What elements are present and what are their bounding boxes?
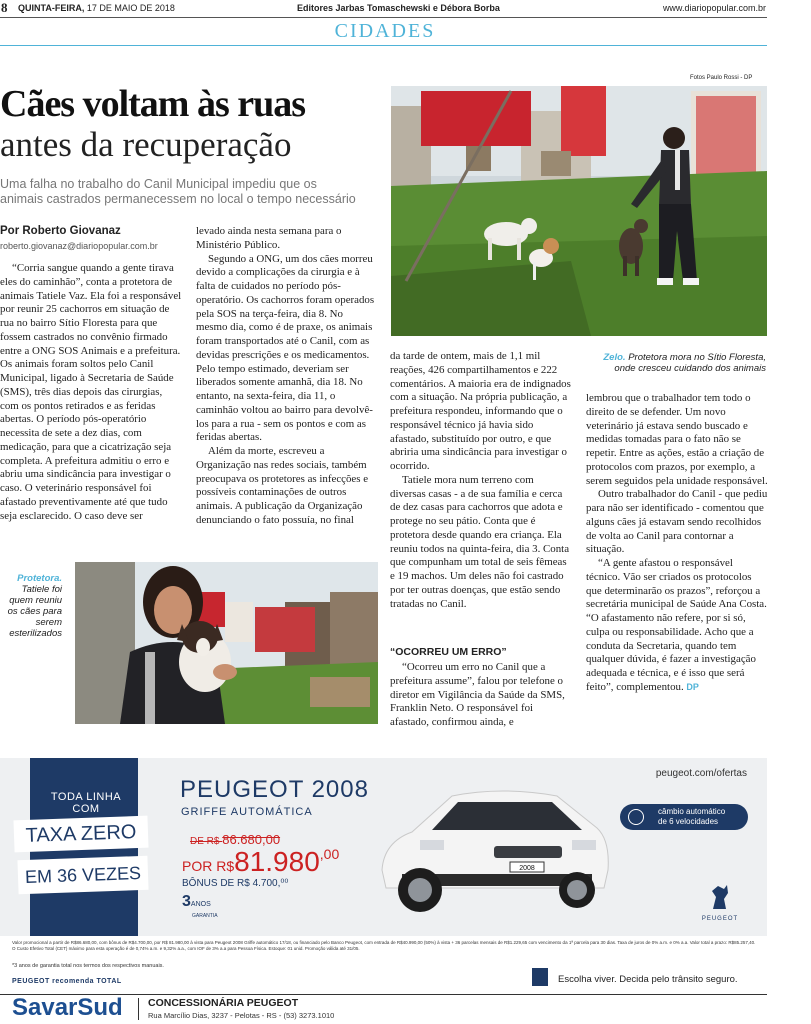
article-column-3 (390, 350, 572, 611)
article-column-3b (390, 661, 572, 730)
section-title: CIDADES (334, 20, 436, 42)
author-email[interactable]: roberto.giovanaz@diariopopular.com.br (0, 241, 158, 251)
ad-warranty-badge: 3ANOS GARANTIA (182, 893, 218, 919)
ad-price: POR R$81.980,00 (182, 846, 340, 877)
subheading: “OCORREU UM ERRO” (390, 646, 507, 658)
ad-warranty-note: *3 anos de garantia total nos termos dos respectivos manuais. (12, 963, 164, 969)
main-photo (391, 86, 767, 336)
ad-old-price: DE R$ 86.680,00 (190, 832, 281, 847)
photo-woman-holding-dog (75, 562, 378, 724)
paragraph: Tatiele mora num terreno com diversas casas - a de sua família e cerca de dez casas para cachorros que adota e protege no seu pátio. Conta que é protetora desde quando era criança. Ela reuniu todos na quinta-feira, dia 3. Conta que compunham um total de seis fêmeas e 19 machos. Um deles não foi castrado por ter outras doenças, que estão sendo tratadas no Canil. (390, 473, 570, 610)
issue-date: QUINTA-FEIRA, 17 DE MAIO DE 2018 (18, 3, 175, 13)
lead-paragraph: Uma falha no trabalho do Canil Municipal impediu que os animais castrados permanecessem no local o tempo necessário (0, 177, 356, 206)
dealer-title: CONCESSIONÁRIA PEUGEOT (148, 997, 299, 1009)
gearbox-badge: câmbio automático de 6 velocidades (620, 804, 748, 830)
website-link[interactable]: www.diariopopular.com.br (662, 3, 766, 13)
paragraph: da tarde de ontem, mais de 1,1 mil reações, 426 compartilhamentos e 222 comentários. A maioria era de indignados com a situação. Na própria publicação, a prefeitura respondeu, informando que o responsável técnico já havia sido afastado, substituído por outro, e que abriria uma sindicância para investigar o ocorrido. (390, 350, 571, 472)
dealer-divider (138, 998, 139, 1020)
paragraph: Além da morte, escreveu a Organização nas redes sociais, também preocupava os protetores as infecções e possíveis contaminações de outros animais. A publicação da Organização denunciando o fato possuía, no final (196, 445, 369, 526)
ad-banner-line1: TODA LINHA COM (50, 791, 122, 815)
paragraph: Segundo a ONG, um dos cães morreu devido a complicações da cirurgia e à falta de cuidados no período pós-operatório. Os cachorros foram operados pela SOS na terça-feira, dia 8. No mesmo dia, como é de praxe, os animais foram transportados até o Canil, com as devidas prescrições e os medicamentos. Pelo tempo estimado, deveriam ser liberados somente amanhã, dia 18. No entanto, na sexta-feira, dia 11, o caminhão voltou ao bairro para devolvê-los para a rua - sem os pontos e com as feridas abertas. (196, 252, 375, 444)
ad-banner-rate: TAXA ZERO (13, 816, 148, 853)
page-header (0, 2, 811, 16)
ad-url[interactable]: peugeot.com/ofertas (655, 768, 747, 779)
dealer-logo: SavarSud (12, 994, 123, 1021)
small-photo-caption: Protetora. Tatiele foi quem reuniu os cães para serem esterilizados (7, 573, 62, 639)
editors: Editores Jarbas Tomaschewski e Débora Borba (297, 3, 500, 13)
car-image (372, 770, 612, 920)
small-photo (75, 562, 378, 724)
paragraph: “A gente afastou o responsável técnico. Vão ser criados os protocolos que determinarão os prazos”, reforçou a secretária municipal de Saúde Ana Costa. “O afastamento não refere, por si só, culpa ou responsabilidade. Acho que a conduta da Secretaria, quando tem qualquer dúvida, é fazer a investigação adequada e técnica, e é isso que será feito”, complementou. DP (586, 557, 767, 693)
ad-fine-print: Valor promocional a partir de R$86.680,00, com bônus de R$4.700,00, por R$ 81.980,00 à vista para Peugeot 2008 Griffe automático 17/18, ou financiado pelo Banco Peugeot, com entrada de R$40.990,00 (50%) à vista + 36 parcelas mensais de R$1.229,65 com vencimento da 1ª parcela para 30 dias. Taxa de juros de 0% a.m. e 0% a.a. Valor total a prazo: R$85.257,40. O Custo Efetivo Total (CET) máximo para esta operação é de 0,74% a.m. e 9,32% a.a., com IOF de 3% a.a para Pessoa Física. Estoque: 01 unid. Promoção válida até 31/05. (12, 940, 756, 951)
article-column-2 (196, 225, 376, 528)
page-number: 8 (1, 0, 8, 15)
section-rule (0, 45, 767, 46)
article-column-4 (586, 392, 768, 695)
header-rule (0, 17, 767, 18)
ad-bonus: BÔNUS DE R$ 4.700,⁰⁰ (182, 878, 289, 889)
byline: Por Roberto Giovanaz (0, 225, 121, 237)
ad-banner-installments: EM 36 VEZES (17, 856, 148, 895)
ad-slogan: Escolha viver. Decida pelo trânsito seguro. (558, 974, 738, 985)
ad-recommends: PEUGEOT recomenda TOTAL (12, 978, 122, 985)
license-plate: 2008 (519, 865, 535, 872)
paragraph: Outro trabalhador do Canil - que pediu para não ser identificado - comentou que alguns cães já estavam sendo recolhidos de volta ao Canil para contornar a situação. (586, 488, 768, 556)
article-column-1 (0, 262, 183, 523)
main-photo-caption: Zelo. Protetora mora no Sítio Floresta, onde cresceu cuidando dos animais (603, 352, 766, 374)
photo-credit: Fotos Paulo Rossi - DP (690, 75, 753, 81)
steering-wheel-icon (628, 809, 644, 825)
paragraph: “Corria sangue quando a gente tirava eles do caminhão”, conta a protetora de animais Tatiele Vaz. Ela foi a responsável por reunir 25 cachorros em situação de rua no bairro Sítio Floresta para que fossem castrados no convênio firmado entre a ONG SOS Animais e a prefeitura. Os animais foram soltos pelo Canil Municipal, ligado à Secretaria de Saúde (SMS), três dias depois das cirurgias, com os pontos retirados e as feridas abertas. O período pós-operatório necessita de sete a dez dias, com medicação, para que a cicatrização seja completa. A prefeitura admitiu o erro e abriu uma sindicância para investigar o caso. O veterinário responsável foi afastado preventivamente até que tudo seja esclarecido. O caso deve ser (0, 262, 182, 522)
signature: DP (686, 681, 699, 692)
paragraph: levado ainda nesta semana para o Ministério Público. (196, 225, 342, 251)
headline: Cães voltam às ruas (0, 83, 306, 125)
traffic-safety-icon (532, 968, 548, 986)
peugeot-logo: PEUGEOT (700, 883, 740, 922)
paragraph: “Ocorreu um erro no Canil que a prefeitura assume”, falou por telefone o diretor em Vigilância da Saúde da SMS, Franklin Neto. O responsável foi afastado, confirmou ainda, e (390, 661, 565, 728)
peugeot-advertisement[interactable] (0, 758, 767, 1024)
ad-trim: GRIFFE AUTOMÁTICA (181, 806, 313, 818)
photo-protector-with-dogs (391, 86, 767, 336)
paragraph: lembrou que o trabalhador tem todo o direito de se defender. Um novo veterinário já estava sendo buscado e medidas tomadas para o fato não se repetir. Entre as ações, estão a criação de protocolos com prazos, por exemplo, a serem seguidos pela unidade responsável. (586, 392, 768, 487)
dealer-address: Rua Marcílio Dias, 3237 - Pelotas - RS - (53) 3273.1010 (148, 1011, 335, 1020)
lion-icon (708, 883, 732, 911)
ad-model: PEUGEOT 2008 (180, 776, 369, 803)
headline-second-line: antes da recuperação (0, 125, 292, 164)
